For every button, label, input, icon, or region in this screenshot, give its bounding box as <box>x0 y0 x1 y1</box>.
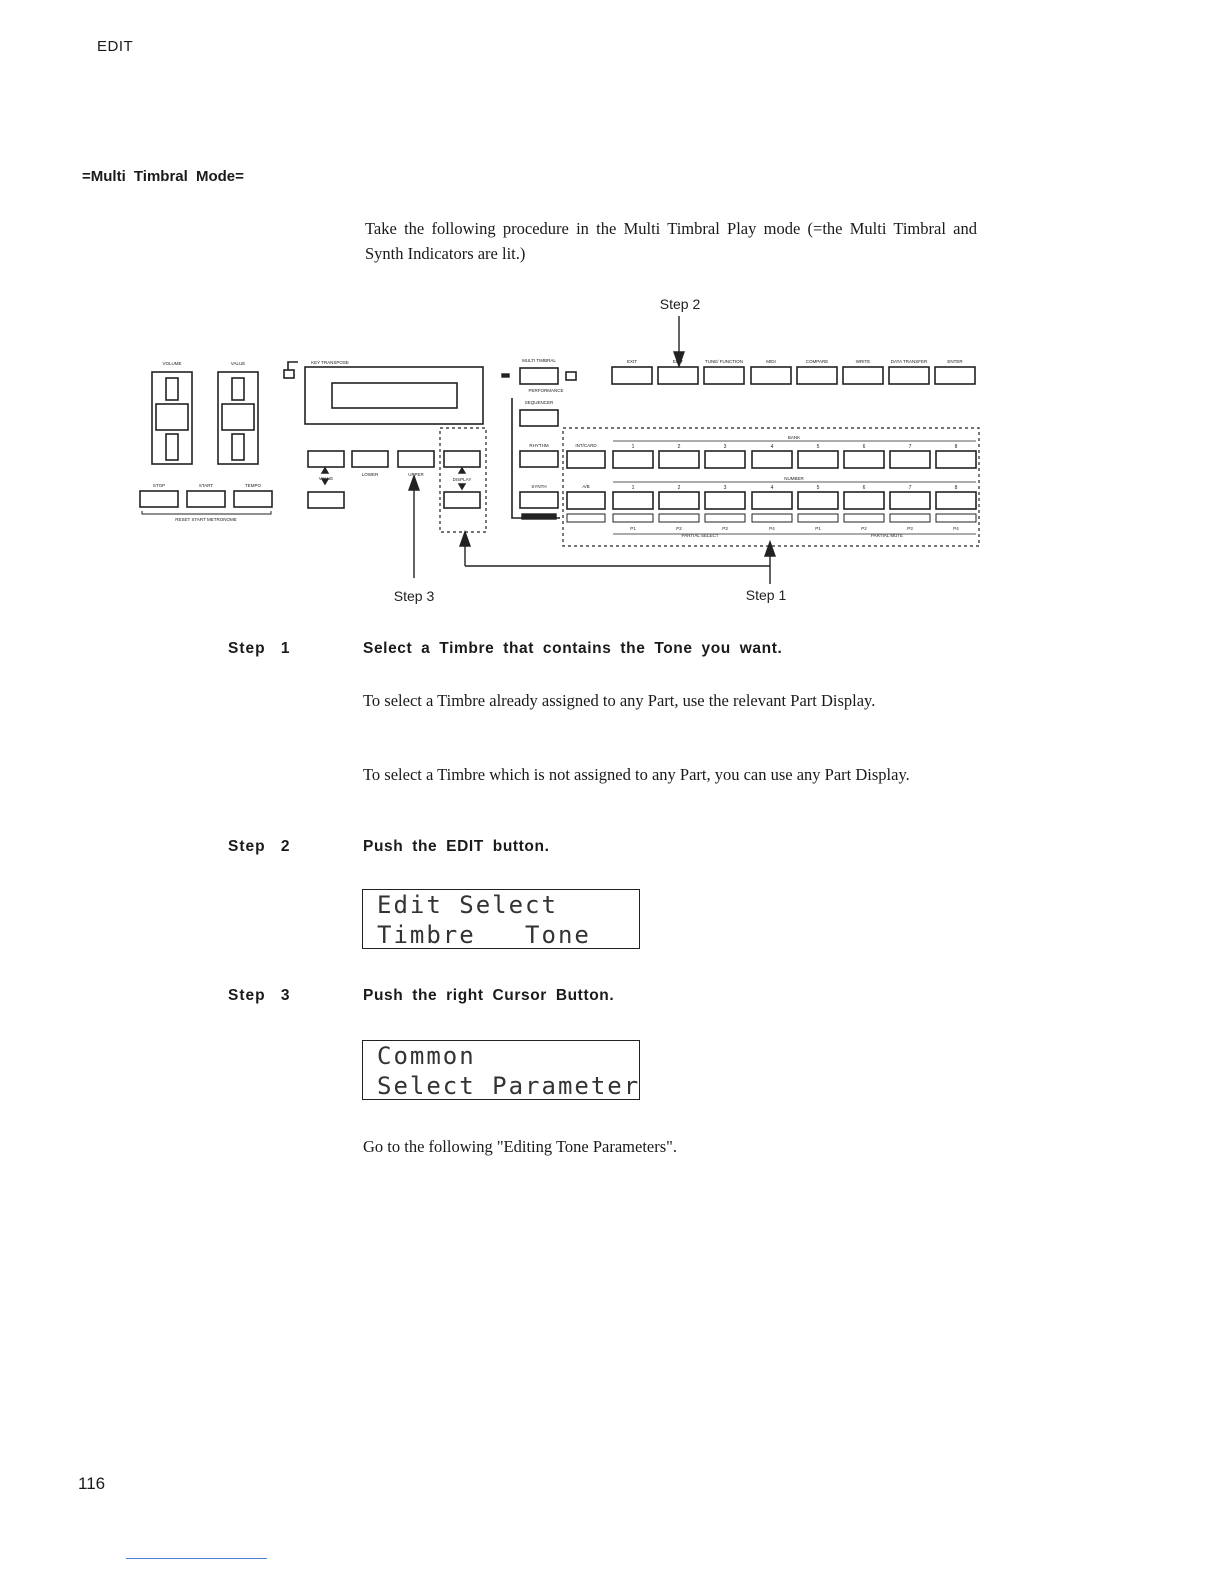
label-tune-function: TUNE/ FUNCTION <box>705 359 743 364</box>
partial-label: P2 <box>676 526 682 531</box>
diagram-step1-label: Step 1 <box>745 587 787 603</box>
volume-slider <box>152 372 192 464</box>
display-up-button <box>444 451 480 467</box>
partial-labels <box>630 526 959 531</box>
number-number-8: 8 <box>954 485 958 491</box>
synth-button <box>520 492 558 508</box>
partial-label: P3 <box>722 526 728 531</box>
bank-number-3: 3 <box>723 444 727 450</box>
label-exit: EXIT <box>626 359 638 364</box>
label-tempo: TEMPO <box>244 483 262 488</box>
step2-lcd-display <box>362 889 640 949</box>
value-slider-knob <box>222 404 254 430</box>
number-number-7: 7 <box>908 485 912 491</box>
label-display: DISPLAY <box>452 477 472 482</box>
partial-label: P2 <box>861 526 867 531</box>
label-reset-start-metronome: RESET START METRONOME <box>175 517 237 522</box>
label-stop: STOP <box>152 483 166 488</box>
label-write: WRITE <box>855 359 871 364</box>
diagram-step3-label: Step 3 <box>393 588 435 604</box>
label-value: VALUE <box>230 361 246 366</box>
step2-label: Step 2 <box>228 838 291 855</box>
label-multi-timbral: MULTI TIMBRAL <box>522 358 556 363</box>
int-card-button <box>567 451 605 468</box>
section-title: =Multi Timbral Mode= <box>82 168 244 185</box>
number-number-6: 6 <box>862 485 866 491</box>
bank-number-8: 8 <box>954 444 958 450</box>
label-enter: ENTER <box>947 359 963 364</box>
bank-number-4: 4 <box>770 444 774 450</box>
value-down-button <box>308 451 344 467</box>
label-number: NUMBER <box>784 476 804 481</box>
label-edit: EDIT <box>672 359 684 364</box>
label-start: START <box>198 483 214 488</box>
partial-label: P1 <box>630 526 636 531</box>
value-up-button <box>308 492 344 508</box>
label-synth: SYNTH <box>531 484 547 489</box>
multi-timbral-button <box>520 368 558 384</box>
label-compare: COMPARE <box>805 359 829 364</box>
display-down-button <box>444 492 480 508</box>
number-number-3: 3 <box>723 485 727 491</box>
partial-label: P3 <box>907 526 913 531</box>
label-bank: BANK <box>787 435 801 440</box>
number-number-5: 5 <box>816 485 820 491</box>
bank-number-6: 6 <box>862 444 866 450</box>
panel-diagram <box>0 0 1224 620</box>
diagram-step2-label: Step 2 <box>659 296 701 312</box>
sequencer-button <box>520 410 558 426</box>
number-number-4: 4 <box>770 485 774 491</box>
ab-button <box>567 492 605 509</box>
partial-label: P4 <box>953 526 959 531</box>
label-key-transpose: KEY TRANSPOSE <box>311 360 349 365</box>
label-sequencer: SEQUENCER <box>524 400 554 405</box>
bank-number-1: 1 <box>631 444 635 450</box>
volume-slider-knob <box>156 404 188 430</box>
rhythm-button <box>520 451 558 467</box>
label-ab: A/B <box>582 484 590 489</box>
enter-button <box>935 367 975 384</box>
write-button <box>843 367 883 384</box>
label-partial-mute: PARTIAL MUTE <box>870 533 904 538</box>
tempo-button <box>234 491 272 507</box>
midi-button <box>751 367 791 384</box>
step3-lcd-line2: Select Parameter <box>377 1072 641 1100</box>
footer-rule <box>126 1558 267 1559</box>
step2-heading: Push the EDIT button. <box>363 838 550 855</box>
label-midi: MIDI <box>766 359 776 364</box>
upper-button <box>398 451 434 467</box>
compare-button <box>797 367 837 384</box>
step1-heading: Select a Timbre that contains the Tone you want. <box>363 640 783 657</box>
data-transfer-button <box>889 367 929 384</box>
label-rhythm: RHYTHM <box>529 443 549 448</box>
bank-number-5: 5 <box>816 444 820 450</box>
number-number-1: 1 <box>631 485 635 491</box>
label-upper: UPPER <box>408 472 424 477</box>
label-lower: LOWER <box>361 472 379 477</box>
key-transpose-indicator <box>284 370 294 378</box>
stop-button <box>140 491 178 507</box>
value-slider <box>218 372 258 464</box>
label-value-small: VALUE <box>318 476 334 481</box>
label-data-transfer: DATA TRANSFER <box>890 359 928 364</box>
closing-paragraph: Go to the following "Editing Tone Parameters". <box>363 1137 677 1156</box>
exit-button <box>612 367 652 384</box>
label-int-card: INT/CARD <box>575 443 597 448</box>
step1-paragraph-1: To select a Timbre already assigned to any Part, use the relevant Part Display. <box>363 691 876 710</box>
lower-button <box>352 451 388 467</box>
step2-lcd-line1: Edit Select <box>377 891 558 919</box>
step2-lcd-line2: Timbre Tone <box>377 921 591 949</box>
step3-lcd-display <box>362 1040 640 1100</box>
step1-label: Step 1 <box>228 640 291 657</box>
page-number: 116 <box>78 1474 106 1493</box>
number-number-2: 2 <box>677 485 681 491</box>
label-volume: VOLUME <box>162 361 182 366</box>
step1-paragraph-2: To select a Timbre which is not assigned to any Part, you can use any Part Display. <box>363 765 910 784</box>
step3-label: Step 3 <box>228 987 291 1004</box>
tune-function-button <box>704 367 744 384</box>
step3-heading: Push the right Cursor Button. <box>363 987 615 1004</box>
partial-label: P4 <box>769 526 775 531</box>
label-partial-select: PARTIAL SELECT <box>681 533 719 538</box>
partial-label: P1 <box>815 526 821 531</box>
bank-number-2: 2 <box>677 444 681 450</box>
step3-lcd-line1: Common <box>377 1042 476 1070</box>
edit-button <box>658 367 698 384</box>
bank-number-7: 7 <box>908 444 912 450</box>
page-header-section: EDIT <box>97 38 134 55</box>
label-performance: PERFORMANCE <box>528 388 564 393</box>
intro-paragraph: Take the following procedure in the Multi Timbral Play mode (=the Multi Timbral and Synth Indicators are lit.) <box>365 219 977 263</box>
start-button <box>187 491 225 507</box>
